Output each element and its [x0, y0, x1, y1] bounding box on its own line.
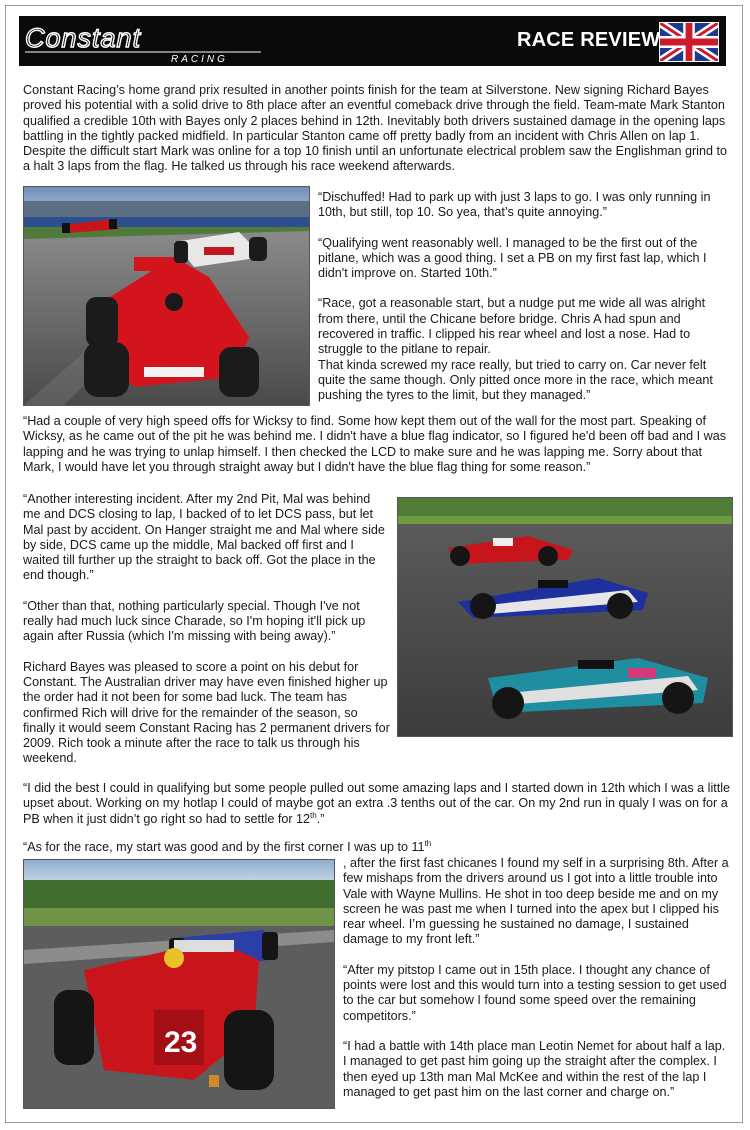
header-banner [19, 16, 726, 66]
left-column-text [23, 492, 390, 767]
stanton-quote-3b: That kinda screwed my race really, but tried to carry on. Car never felt quite the same though. Only pitted once more in the race, which meant pushing the tyres to the limit, but they managed.” [318, 357, 713, 403]
bayes-quote-4: “I had a battle with 14th place man Leotin Nemet for about half a lap. I managed to get past him going up the straight after the complex. I then eyed up 13th man Mal McKee and within the rest of the lap I managed to get past him on the last corner and charge on.” [343, 1038, 726, 1099]
stanton-quote-2: “Qualifying went reasonably well. I managed to be the first out of the pitlane, which was a good thing. I set a PB on my first fast lap, which I didn't improve on. Started 10th.” [318, 235, 707, 281]
stanton-quote-1: “Dischuffed! Had to park up with just 3 laps to go. I was only running in 10th, but still, top 10. So yea, that’s quite annoying.” [318, 190, 711, 220]
union-jack-flag-icon [659, 22, 719, 62]
bayes-quote-1-sup: th [310, 810, 317, 820]
svg-text:RACING: RACING [171, 54, 228, 63]
svg-text:Constant: Constant [25, 23, 142, 53]
bayes-quotes-column [343, 856, 731, 1100]
bayes-quote-1 [23, 781, 731, 827]
stanton-quote-3: “Race, got a reasonable start, but a nudge put me wide all was alright from there, until the Chicane before bridge. Chris A had spun and recovered in traffic. I clipped his rear wheel and lost a nose. Had to struggle to the pitlane to repair. [318, 296, 706, 357]
bayes-quote-2-sup: th [424, 838, 432, 848]
bayes-intro-paragraph: Richard Bayes was pleased to score a point on his debut for Constant. The Australian driver may have even finished higher up the order had it not been for some bad luck. The team has confirmed Rich will drive for the remainder of the season, so finally it would seem Constant Racing has 2 permanent drivers for 2009. Rich took a minute after the race to talk us through his weekend. [23, 659, 390, 766]
bayes-quote-2-lead [23, 840, 731, 855]
intro-paragraph: Constant Racing’s home grand prix resulted in another points finish for the team at Silverstone. New signing Richard Bayes proved his potential with a solid drive to 8th place after an eventful comeback drive through the field. Team-mate Mark Stanton qualified a credible 10th with Bayes only 2 places behind in 12th. Inevitably both drivers sustained damage in the opening laps battling in the tightly packed midfield. In particular Stanton came off pretty badly from an incident with Chris Allen on lap 1. Despite the difficult start Mark was online for a top 10 finish until an unfortunate electrical problem saw the Englishman grind to a halt 3 laps from the flag. He talked us through his race weekend afterwards. [23, 83, 727, 174]
stanton-quote-4: “Had a couple of very high speed offs for Wicksy to find. Some how kept them out of the wall for the most part. Speaking of Wicksy, as he came out of the pit he was behind me. I didn't have a blue flag indicator, so I figured he'd been off bad and I was lapping and he was trying to unlap himself. I then checked the LCD to make sure and he was lapping me. Sorry about that Mark, I would have let you through straight away but I didn't have the blue flag thing for some reason.” [23, 414, 727, 474]
bayes-quote-1-end: .” [316, 811, 325, 826]
svg-text:23: 23 [164, 1026, 198, 1059]
page-title: RACE REVIEW [517, 29, 661, 51]
bayes-quote-1-text: “I did the best I could in qualifying but some people pulled out some amazing laps and I started down in 12th which I was a little upset about. Working on my hotlap I could of maybe got an extra .3 tenths out of the car. On my 2nd run in qualy I was on for a PB when it just didn’t go right so had to settle for 12 [23, 781, 731, 826]
photo-three-cars [397, 497, 733, 737]
bayes-quote-2-start: “As for the race, my start was good and by the first corner I was up to 11 [23, 840, 425, 854]
stanton-quotes-column [318, 190, 730, 404]
stanton-quote-5: “Another interesting incident. After my 2nd Pit, Mal was behind me and DCS closing to lap, I backed of to let DCS pass, but let Mal past by accident. On Hanger straight me and Mal where side by side, DCS came up the middle, Mal backed off first and I waited till further up the straight to back off. Got the place in the end though.” [23, 492, 385, 583]
photo-rear-view-car [23, 859, 335, 1109]
photo-ferrari-silverstone [23, 186, 310, 406]
bayes-quote-3: “After my pitstop I came out in 15th place. I thought any chance of points were lost and this would turn into a testing session to get used to the car but somehow I found some speed over the remaining competitors.” [343, 962, 727, 1023]
bayes-quote-2-end: , after the first fast chicanes I found my self in a surprising 8th. After a few mishaps from the drivers around us I got into a little trouble into Vale with Wayne Mullins. He shot in too deep beside me and on my screen he was past me when I turned into the apex but I clipped his rear wheel. I’m guessing he sustained no damage, I sustained damage to my front left.” [343, 856, 729, 947]
stanton-quote-6: “Other than that, nothing particularly special. Though I've not really had much luck since Charade, so I'm hoping it'll pick up again after Russia (which I'm missing with being away).” [23, 598, 366, 644]
constant-racing-logo [21, 19, 271, 63]
